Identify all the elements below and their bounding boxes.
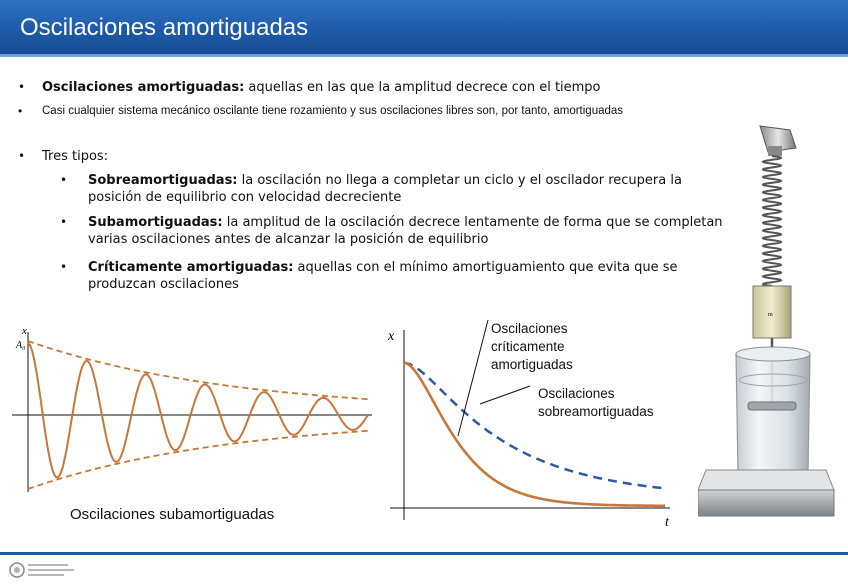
slide-title: Oscilaciones amortiguadas bbox=[20, 14, 309, 41]
beaker bbox=[736, 347, 810, 478]
sub-bullet-item bbox=[60, 172, 728, 206]
damper-plate bbox=[748, 402, 796, 410]
clamp bbox=[760, 126, 796, 156]
envelope-lower bbox=[28, 431, 368, 489]
bullet-dot: • bbox=[60, 215, 68, 229]
underdamped-curve bbox=[28, 343, 368, 477]
bullet-text: la amplitud de la oscilación decrece lentamente de forma que se completan varias oscilaciones antes de alcanzar la posición de equilibrio bbox=[88, 215, 723, 247]
base-stand bbox=[698, 470, 834, 516]
sub-bullet-item bbox=[60, 214, 728, 248]
amplitude-label: A₀ bbox=[16, 340, 26, 351]
bullet-bold: Oscilaciones amortiguadas: bbox=[42, 80, 245, 95]
spring bbox=[763, 156, 781, 286]
bullet-dot: • bbox=[18, 80, 26, 94]
critical-label: Oscilaciones críticamente amortiguadas bbox=[491, 321, 573, 372]
underdamped-caption: Oscilaciones subamortiguadas bbox=[70, 506, 275, 523]
bullet-text: aquellas en las que la amplitud decrece con el tiempo bbox=[244, 80, 601, 95]
bullet-bold: Críticamente amortiguadas: bbox=[88, 260, 294, 275]
mass-label: m bbox=[768, 312, 773, 318]
sub-bullet-item bbox=[60, 259, 728, 293]
bullet-dot: • bbox=[18, 149, 26, 163]
bullet-dot: • bbox=[60, 260, 68, 274]
bullet-bold: Subamortiguadas: bbox=[88, 215, 223, 230]
overdamped-curve bbox=[404, 363, 665, 488]
bullet-text: Casi cualquier sistema mecánico oscilante tiene rozamiento y sus oscilaciones libres son, por tanto, amortiguadas bbox=[42, 105, 624, 117]
bullet-dot: • bbox=[18, 104, 23, 118]
spring-mass-damper-illustration bbox=[698, 118, 838, 528]
institution-logo bbox=[8, 560, 78, 580]
footer-rule bbox=[0, 552, 848, 555]
y-axis-label: x bbox=[388, 329, 395, 344]
y-axis-label: x bbox=[22, 325, 27, 337]
bullet-text: la oscilación no llega a completar un ciclo y el oscilador recupera la posición de equilibrio con velocidad decreciente bbox=[88, 173, 682, 205]
bullet-text: aquellas con el mínimo amortiguamiento que evita que se produzcan oscilaciones bbox=[88, 260, 678, 292]
mass-block bbox=[753, 286, 791, 338]
bullet-item bbox=[18, 148, 732, 165]
bullet-item bbox=[18, 79, 732, 96]
bullet-text: Tres tipos: bbox=[42, 149, 109, 164]
critical-pointer bbox=[458, 320, 488, 436]
bullet-bold: Sobreamortiguadas: bbox=[88, 173, 238, 188]
over-pointer bbox=[480, 386, 530, 404]
bullet-dot: • bbox=[60, 173, 68, 187]
x-axis-label: t bbox=[665, 515, 669, 530]
bullet-item bbox=[18, 104, 732, 119]
over-label: Oscilaciones sobreamortiguadas bbox=[538, 386, 654, 419]
